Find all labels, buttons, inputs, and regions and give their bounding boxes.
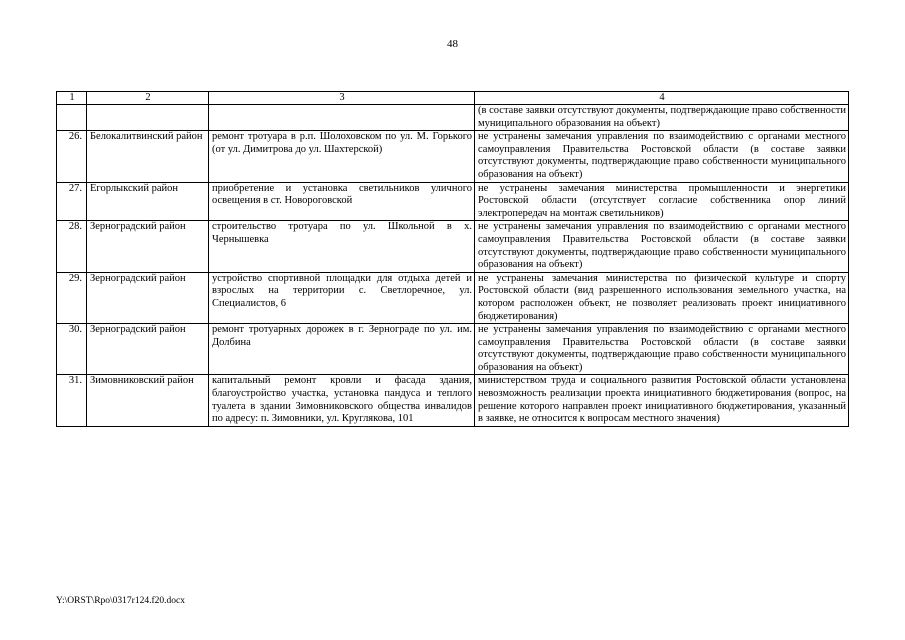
row-number: 30. xyxy=(57,324,87,375)
district-cell: Зерноградский район xyxy=(87,324,209,375)
row-number: 29. xyxy=(57,272,87,323)
table-row xyxy=(57,324,849,375)
project-cell: ремонт тротуарных дорожек в г. Зернограде по ул. им. Долбина xyxy=(209,324,475,375)
project-cell: капитальный ремонт кровли и фасада здания, благоустройство участка, установка пандуса и теплого туалета в здании Зимовниковского общества инвалидов по адресу: п. Зимовники, ул. Круглякова, 101 xyxy=(209,375,475,426)
reason-cell: не устранены замечания управления по взаимодействию с органами местного самоуправления Правительства Ростовской области (в составе заявки отсутствуют документы, подтверждающие право собственности муниципального образования на объект) xyxy=(475,131,849,182)
header-col-4: 4 xyxy=(475,92,849,105)
row-number: 27. xyxy=(57,182,87,221)
header-col-1: 1 xyxy=(57,92,87,105)
district-cell: Егорлыкский район xyxy=(87,182,209,221)
table-row xyxy=(57,375,849,426)
row-number xyxy=(57,105,87,131)
table-row xyxy=(57,272,849,323)
row-number: 28. xyxy=(57,221,87,272)
table-header-row xyxy=(57,92,849,105)
project-cell: строительство тротуара по ул. Школьной в х. Чернышевка xyxy=(209,221,475,272)
row-number: 31. xyxy=(57,375,87,426)
table-row xyxy=(57,105,849,131)
table-row xyxy=(57,182,849,221)
reason-cell: не устранены замечания управления по взаимодействию с органами местного самоуправления Правительства Ростовской области (в составе заявки отсутствуют документы, подтверждающие право собственности муниципального образования на объект) xyxy=(475,324,849,375)
document-table xyxy=(56,91,849,427)
project-cell xyxy=(209,105,475,131)
district-cell xyxy=(87,105,209,131)
header-col-2: 2 xyxy=(87,92,209,105)
project-cell: ремонт тротуара в р.п. Шолоховском по ул. М. Горького (от ул. Димитрова до ул. Шахтерской) xyxy=(209,131,475,182)
district-cell: Зерноградский район xyxy=(87,272,209,323)
row-number: 26. xyxy=(57,131,87,182)
reason-cell: (в составе заявки отсутствуют документы, подтверждающие право собственности муниципального образования на объект) xyxy=(475,105,849,131)
district-cell: Зимовниковский район xyxy=(87,375,209,426)
project-cell: приобретение и установка светильников уличного освещения в ст. Новороговской xyxy=(209,182,475,221)
district-cell: Белокалитвинский район xyxy=(87,131,209,182)
page-number: 48 xyxy=(447,38,458,50)
reason-cell: не устранены замечания министерства промышленности и энергетики Ростовской области (отсутствует согласие собственника опор линий электропередач на монтаж светильников) xyxy=(475,182,849,221)
table-row xyxy=(57,221,849,272)
header-col-3: 3 xyxy=(209,92,475,105)
reason-cell: не устранены замечания министерства по физической культуре и спорту Ростовской области (вид разрешенного использования земельного участка, на котором расположен объект, не позволяет реализовать проект инициативного бюджетирования) xyxy=(475,272,849,323)
table-row xyxy=(57,131,849,182)
district-cell: Зерноградский район xyxy=(87,221,209,272)
footer-file-path: Y:\ORST\Rpo\0317r124.f20.docx xyxy=(56,596,185,606)
project-cell: устройство спортивной площадки для отдыха детей и взрослых на территории с. Светлоречное, ул. Специалистов, 6 xyxy=(209,272,475,323)
reason-cell: не устранены замечания управления по взаимодействию с органами местного самоуправления Правительства Ростовской области (в составе заявки отсутствуют документы, подтверждающие право собственности муниципального образования на объект) xyxy=(475,221,849,272)
reason-cell: министерством труда и социального развития Ростовской области установлена невозможность реализации проекта инициативного бюджетирования (вопрос, на решение которого направлен проект инициативного бюджетирования, указанный в заявке, не относится к вопросам местного значения) xyxy=(475,375,849,426)
